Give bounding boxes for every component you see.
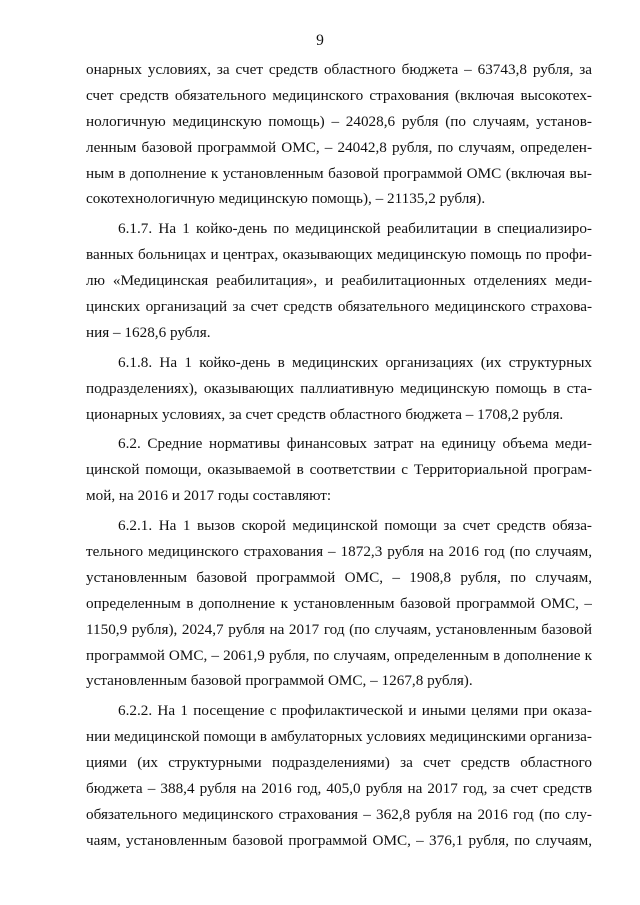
text-line: счет средств обязательного медицинского страхования (включая высокотех- <box>86 86 592 104</box>
text-line: установленным базовой программой ОМС, – 1908,8 рубля, по случаям, <box>86 568 592 586</box>
text-line: лю «Медицинская реабилитация», и реабилитационных отделениях меди- <box>86 272 592 290</box>
text-line: бюджета – 388,4 рубля на 2016 год, 405,0 рубля на 2017 год, за счет средств <box>86 780 592 798</box>
text-line: ным в дополнение к установленным базовой программой ОМС (включая вы- <box>86 164 592 182</box>
text-line: ленным базовой программой ОМС, – 24042,8 рубля, по случаям, определен- <box>86 138 592 156</box>
text-line: сокотехнологичную медицинскую помощь), – 21135,2 рубля). <box>86 190 486 208</box>
text-line: мой, на 2016 и 2017 годы составляют: <box>86 487 332 505</box>
text-line: 6.2.2. На 1 посещение с профилактической и иными целями при оказа- <box>118 702 592 720</box>
text-line: 1150,9 рубля), 2024,7 рубля на 2017 год (по случаям, установленным базовой <box>86 620 592 638</box>
text-line: циями (их структурными подразделениями) за счет средств областного <box>86 754 592 772</box>
text-line: нии медицинской помощи в амбулаторных условиях медицинскими организа- <box>86 728 592 746</box>
text-line: тельного медицинского страхования – 1872,3 рубля на 2016 год (по случаям, <box>86 543 592 561</box>
text-line: подразделениях), оказывающих паллиативную медицинскую помощь в ста- <box>86 379 592 397</box>
document-body <box>86 57 592 854</box>
text-line: 6.1.8. На 1 койко-день в медицинских организациях (их структурных <box>118 353 592 371</box>
page-number: 9 <box>316 32 324 49</box>
text-line: чаям, установленным базовой программой ОМС, – 376,1 рубля, по случаям, <box>86 831 592 849</box>
text-line: ния – 1628,6 рубля. <box>86 323 211 341</box>
text-line: определенным в дополнение к установленным базовой программой ОМС, – <box>86 594 592 612</box>
text-line: ционарных условиях, за счет средств областного бюджета – 1708,2 рубля. <box>86 405 564 423</box>
text-line: цинской помощи, оказываемой в соответствии с Территориальной програм- <box>86 461 592 479</box>
text-line: цинских организаций за счет средств обязательного медицинского страхова- <box>86 298 592 316</box>
text-line: программой ОМС, – 2061,9 рубля, по случаям, определенным в дополнение к <box>86 646 592 664</box>
text-line: 6.1.7. На 1 койко-день по медицинской реабилитации в специализиро- <box>118 220 592 238</box>
text-line: 6.2.1. На 1 вызов скорой медицинской помощи за счет средств обяза- <box>118 517 592 535</box>
text-line: онарных условиях, за счет средств областного бюджета – 63743,8 рубля, за <box>86 61 592 78</box>
text-line: обязательного медицинского страхования – 362,8 рубля на 2016 год (по слу- <box>86 805 592 823</box>
text-line: ванных больницах и центрах, оказывающих медицинскую помощь по профи- <box>86 246 592 264</box>
text-line: установленным базовой программой ОМС, – 1267,8 рубля). <box>86 672 473 690</box>
text-line: нологичную медицинскую помощь) – 24028,6 рубля (по случаям, установ- <box>86 112 592 130</box>
text-line: 6.2. Средние нормативы финансовых затрат на единицу объема меди- <box>118 435 592 453</box>
